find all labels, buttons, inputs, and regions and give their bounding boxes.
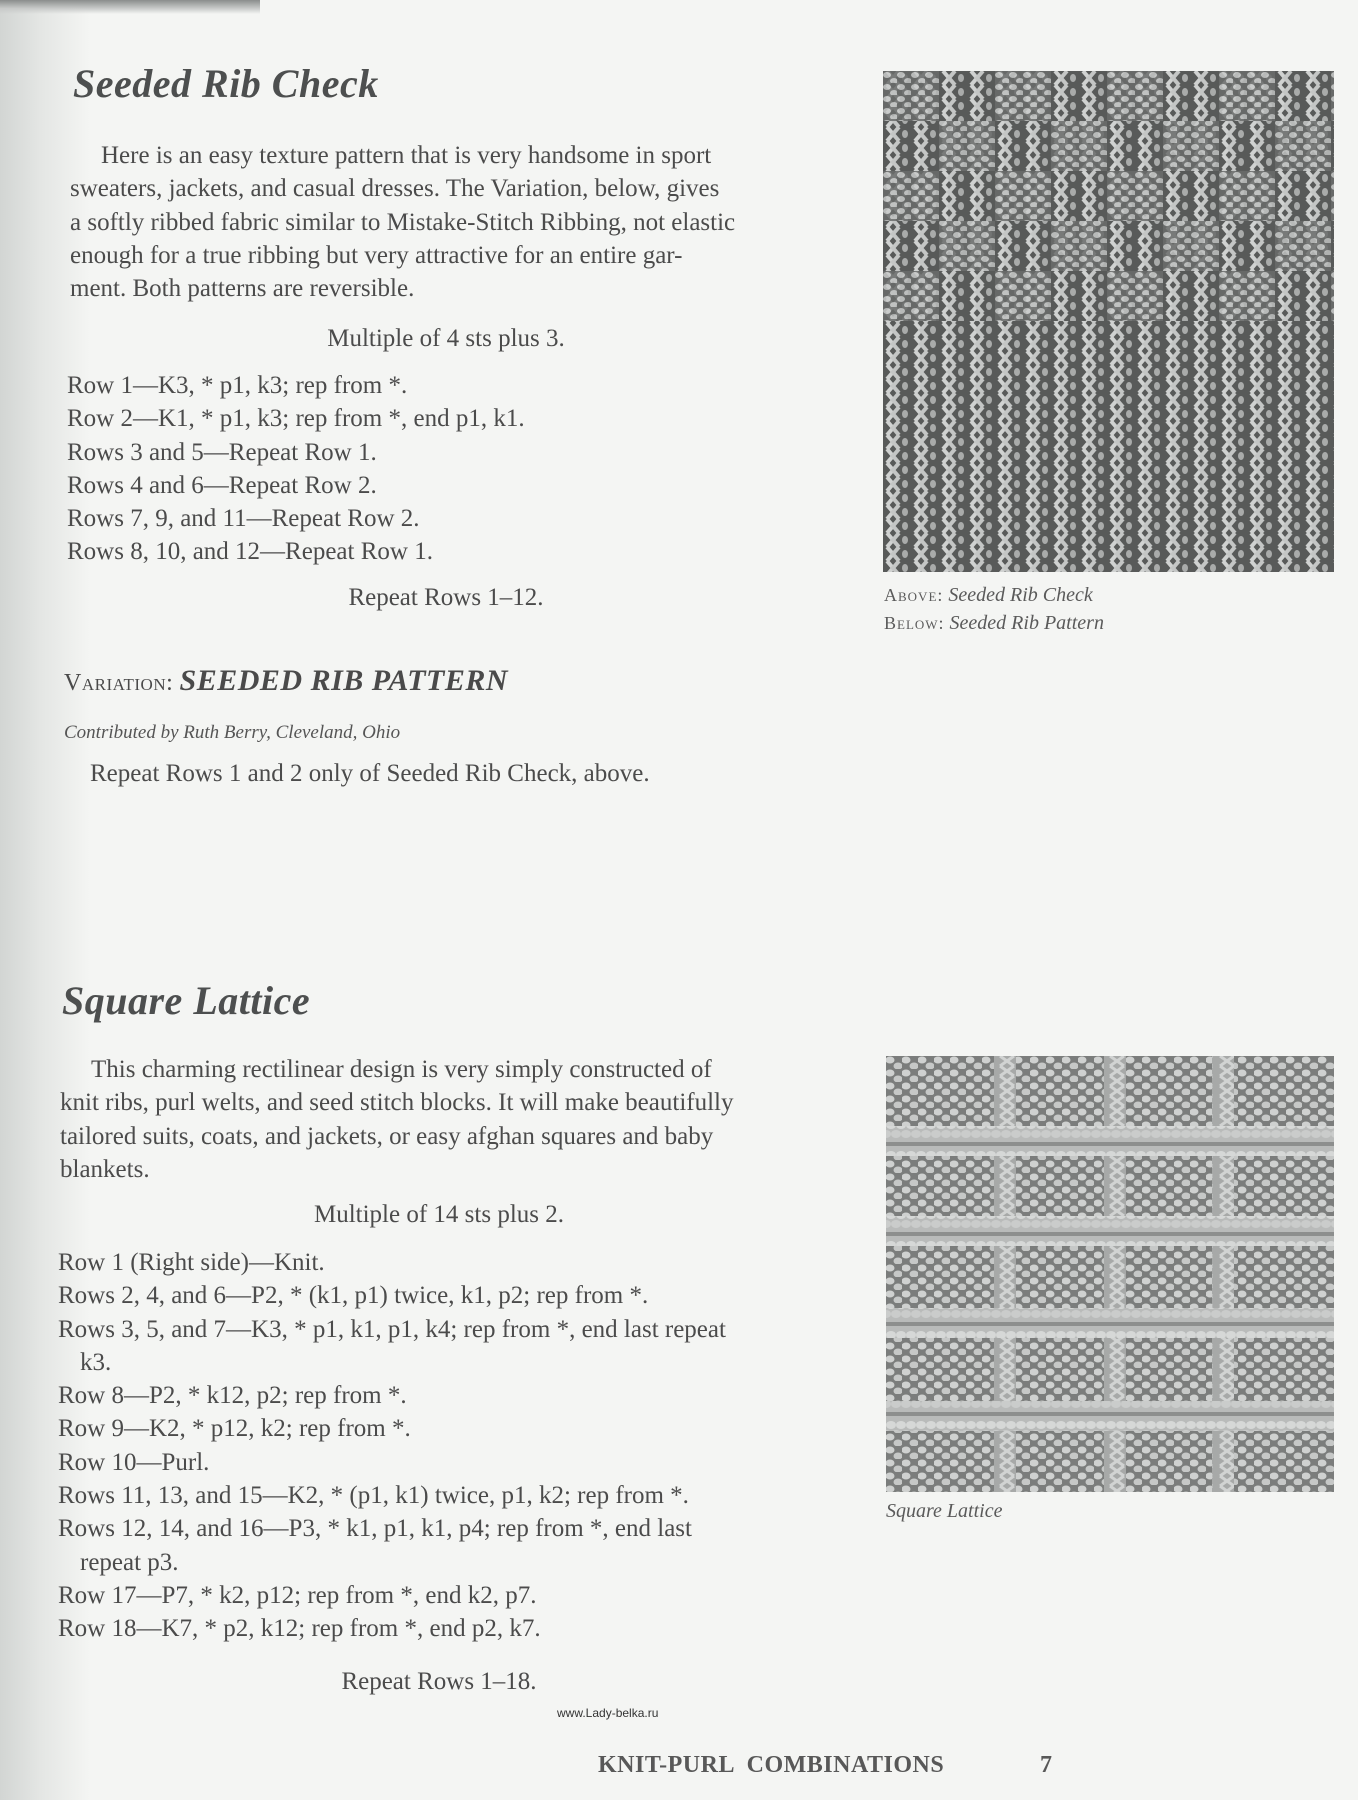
- intro-line: enough for a true ribbing but very attractive for an entire gar-: [70, 241, 683, 269]
- repeat-rows-instruction: Repeat Rows 1–12.: [348, 584, 544, 611]
- watermark-url: www.Lady-belka.ru: [557, 1706, 659, 1720]
- caption-above-label: Above:: [884, 585, 944, 605]
- contributor-credit: Contributed by Ruth Berry, Cleveland, Ohio: [64, 722, 401, 743]
- row-instruction: Row 10—Purl.: [58, 1448, 210, 1476]
- row-instruction: Row 8—P2, * k12, p2; rep from *.: [58, 1382, 407, 1410]
- section-title-square-lattice: Square Lattice: [62, 978, 311, 1023]
- photo-caption-above: [884, 584, 1093, 607]
- knit-texture-rib-check-image: [883, 71, 1334, 572]
- row-instruction: Rows 2, 4, and 6—P2, * (k1, p1) twice, k1, p2; rep from *.: [58, 1282, 649, 1310]
- intro-line: knit ribs, purl welts, and seed stitch blocks. It will make beautifully: [60, 1089, 734, 1117]
- intro-line: Here is an easy texture pattern that is very handsome in sport: [101, 142, 712, 169]
- row-instruction: Rows 11, 13, and 15—K2, * (p1, k1) twice, p1, k2; rep from *.: [58, 1482, 689, 1510]
- running-head: KNIT-PURL COMBINATIONS: [598, 1752, 945, 1778]
- variation-label: Variation:: [64, 670, 174, 696]
- intro-line: a softly ribbed fabric similar to Mistake-Stitch Ribbing, not elastic: [70, 208, 736, 236]
- variation-instruction: Repeat Rows 1 and 2 only of Seeded Rib Check, above.: [90, 760, 650, 787]
- stitch-multiple: Multiple of 14 sts plus 2.: [313, 1201, 564, 1228]
- caption-above-text: Seeded Rib Check: [948, 584, 1093, 606]
- row-instruction: Row 2—K1, * p1, k3; rep from *, end p1, k1.: [67, 405, 525, 433]
- caption-text: Square Lattice: [886, 1500, 1003, 1522]
- row-instruction: Row 17—P7, * k2, p12; rep from *, end k2, p7.: [58, 1581, 537, 1609]
- repeat-rows-instruction: Repeat Rows 1–18.: [341, 1668, 537, 1695]
- intro-line: ment. Both patterns are reversible.: [70, 275, 415, 303]
- swatch-photo-square-lattice: [886, 1056, 1334, 1492]
- intro-line: blankets.: [60, 1155, 150, 1183]
- row-instruction-continuation: k3.: [80, 1348, 112, 1376]
- row-instruction: Rows 4 and 6—Repeat Row 2.: [67, 471, 377, 499]
- variation-heading: [64, 664, 508, 698]
- row-instruction: Rows 7, 9, and 11—Repeat Row 2.: [67, 505, 420, 533]
- photo-caption-square-lattice: [886, 1500, 1002, 1523]
- row-instruction: Row 1—K3, * p1, k3; rep from *.: [67, 372, 408, 399]
- row-instruction: Row 9—K2, * p12, k2; rep from *.: [58, 1415, 411, 1443]
- variation-title: SEEDED RIB PATTERN: [179, 664, 509, 697]
- swatch-photo-seeded-rib: [883, 71, 1334, 572]
- intro-paragraph-seeded-rib-check: [70, 139, 822, 305]
- row-instruction: Rows 8, 10, and 12—Repeat Row 1.: [67, 538, 433, 566]
- stitch-multiple: Multiple of 4 sts plus 3.: [327, 325, 565, 352]
- intro-paragraph-square-lattice: [60, 1053, 818, 1186]
- intro-line: tailored suits, coats, and jackets, or easy afghan squares and baby: [60, 1122, 714, 1150]
- row-instruction: Rows 3, 5, and 7—K3, * p1, k1, p1, k4; rep from *, end last repeat: [58, 1315, 726, 1343]
- caption-below-text: Seeded Rib Pattern: [949, 612, 1104, 634]
- caption-below-label: Below:: [884, 613, 945, 633]
- row-instruction: Row 1 (Right side)—Knit.: [58, 1249, 325, 1276]
- intro-line: sweaters, jackets, and casual dresses. The Variation, below, gives: [70, 175, 720, 203]
- row-instruction: Rows 12, 14, and 16—P3, * k1, p1, k1, p4; rep from *, end last: [58, 1515, 692, 1543]
- row-instructions-square-lattice: [58, 1246, 726, 1646]
- intro-line: This charming rectilinear design is very simply constructed of: [91, 1056, 712, 1083]
- page-number: 7: [1040, 1752, 1053, 1778]
- photo-caption-below: [884, 612, 1104, 635]
- row-instruction: Row 18—K7, * p2, k12; rep from *, end p2, k7.: [58, 1615, 541, 1643]
- page-top-shadow: [0, 0, 260, 14]
- knit-texture-square-lattice-image: [886, 1056, 1334, 1492]
- row-instructions-seeded-rib-check: [67, 369, 525, 569]
- row-instruction: Rows 3 and 5—Repeat Row 1.: [67, 438, 377, 466]
- section-title-seeded-rib-check: Seeded Rib Check: [73, 61, 379, 106]
- row-instruction-continuation: repeat p3.: [80, 1548, 179, 1576]
